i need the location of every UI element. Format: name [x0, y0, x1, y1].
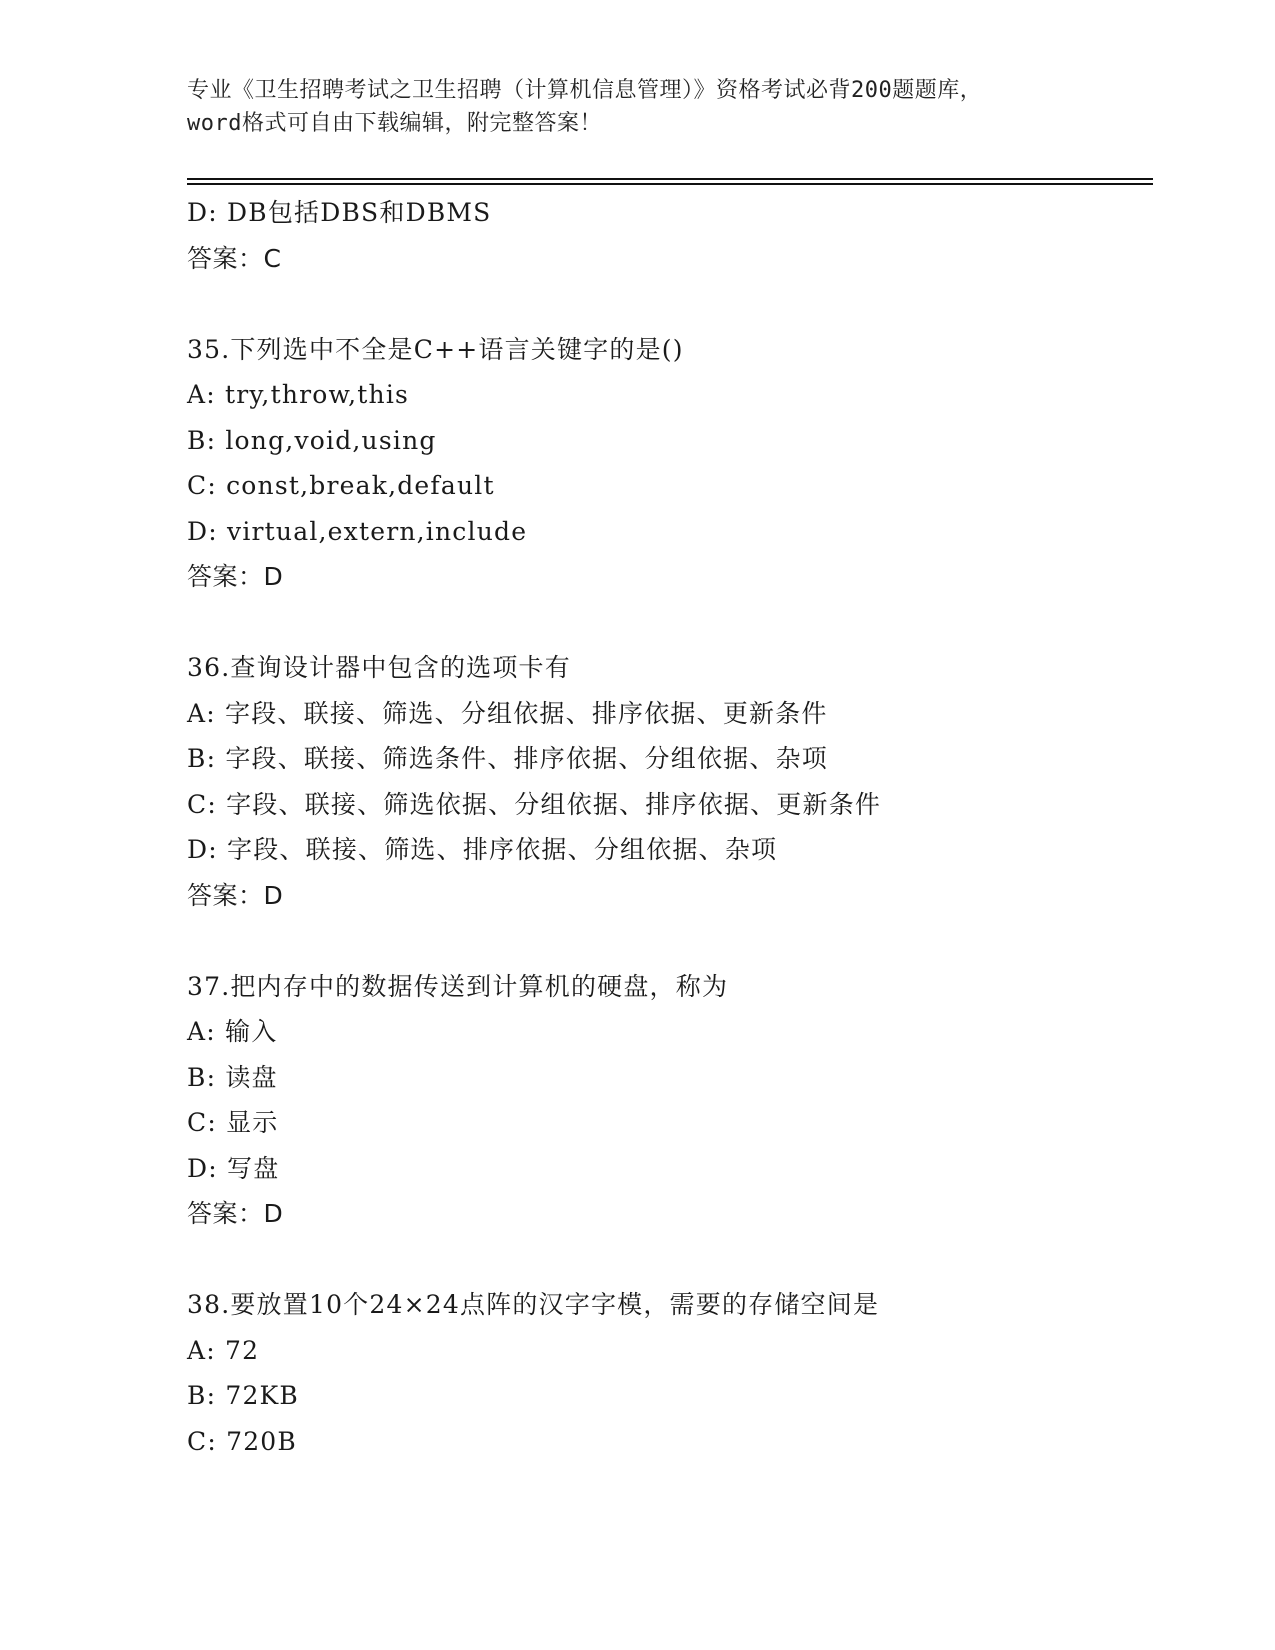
option-item: A: 字段、联接、筛选、分组依据、排序依据、更新条件	[187, 698, 828, 728]
block-spacer	[187, 600, 1167, 646]
option-item: B: 读盘	[187, 1062, 278, 1092]
document-header	[187, 74, 1087, 140]
header-divider-bottom	[187, 183, 1153, 185]
question-block	[187, 327, 1167, 600]
question-text: 35.下列选中不全是C++语言关键字的是()	[187, 334, 684, 364]
header-line-2: word格式可自由下载编辑，附完整答案！	[187, 111, 602, 136]
question-text: 37.把内存中的数据传送到计算机的硬盘，称为	[187, 971, 729, 1001]
question-block	[187, 1282, 1167, 1464]
option-item: C: 显示	[187, 1108, 279, 1137]
option-item: D: virtual,extern,include	[187, 516, 528, 546]
block-spacer	[187, 1237, 1167, 1283]
question-block	[187, 645, 1167, 918]
question-text: 36.查询设计器中包含的选项卡有	[187, 653, 571, 682]
option-item: A: 输入	[187, 1017, 278, 1046]
option-item: D: DB包括DBS和DBMS	[187, 198, 492, 227]
option-item: D: 字段、联接、筛选、排序依据、分组依据、杂项	[187, 835, 778, 864]
question-list	[187, 190, 1167, 1464]
option-item: A: try,throw,this	[187, 380, 410, 409]
question-block	[187, 190, 1167, 281]
option-item: C: 字段、联接、筛选依据、分组依据、排序依据、更新条件	[187, 789, 882, 819]
option-item: C: 720B	[187, 1426, 297, 1456]
answer-text: 答案：D	[187, 880, 284, 910]
answer-text: 答案：D	[187, 1199, 284, 1228]
option-item: D: 写盘	[187, 1153, 280, 1183]
block-spacer	[187, 281, 1167, 327]
header-line-1: 专业《卫生招聘考试之卫生招聘（计算机信息管理）》资格考试必背200题题库，	[187, 78, 983, 103]
question-block	[187, 964, 1167, 1237]
option-item: C: const,break,default	[187, 471, 495, 500]
option-item: B: long,void,using	[187, 425, 437, 455]
option-item: B: 72KB	[187, 1381, 300, 1410]
block-spacer	[187, 918, 1167, 964]
option-item: A: 72	[187, 1335, 260, 1365]
header-divider-top	[187, 178, 1153, 180]
answer-text: 答案：C	[187, 243, 282, 273]
option-item: B: 字段、联接、筛选条件、排序依据、分组依据、杂项	[187, 744, 828, 773]
question-text: 38.要放置10个24×24点阵的汉字字模，需要的存储空间是	[187, 1290, 880, 1319]
answer-text: 答案：D	[187, 562, 284, 591]
